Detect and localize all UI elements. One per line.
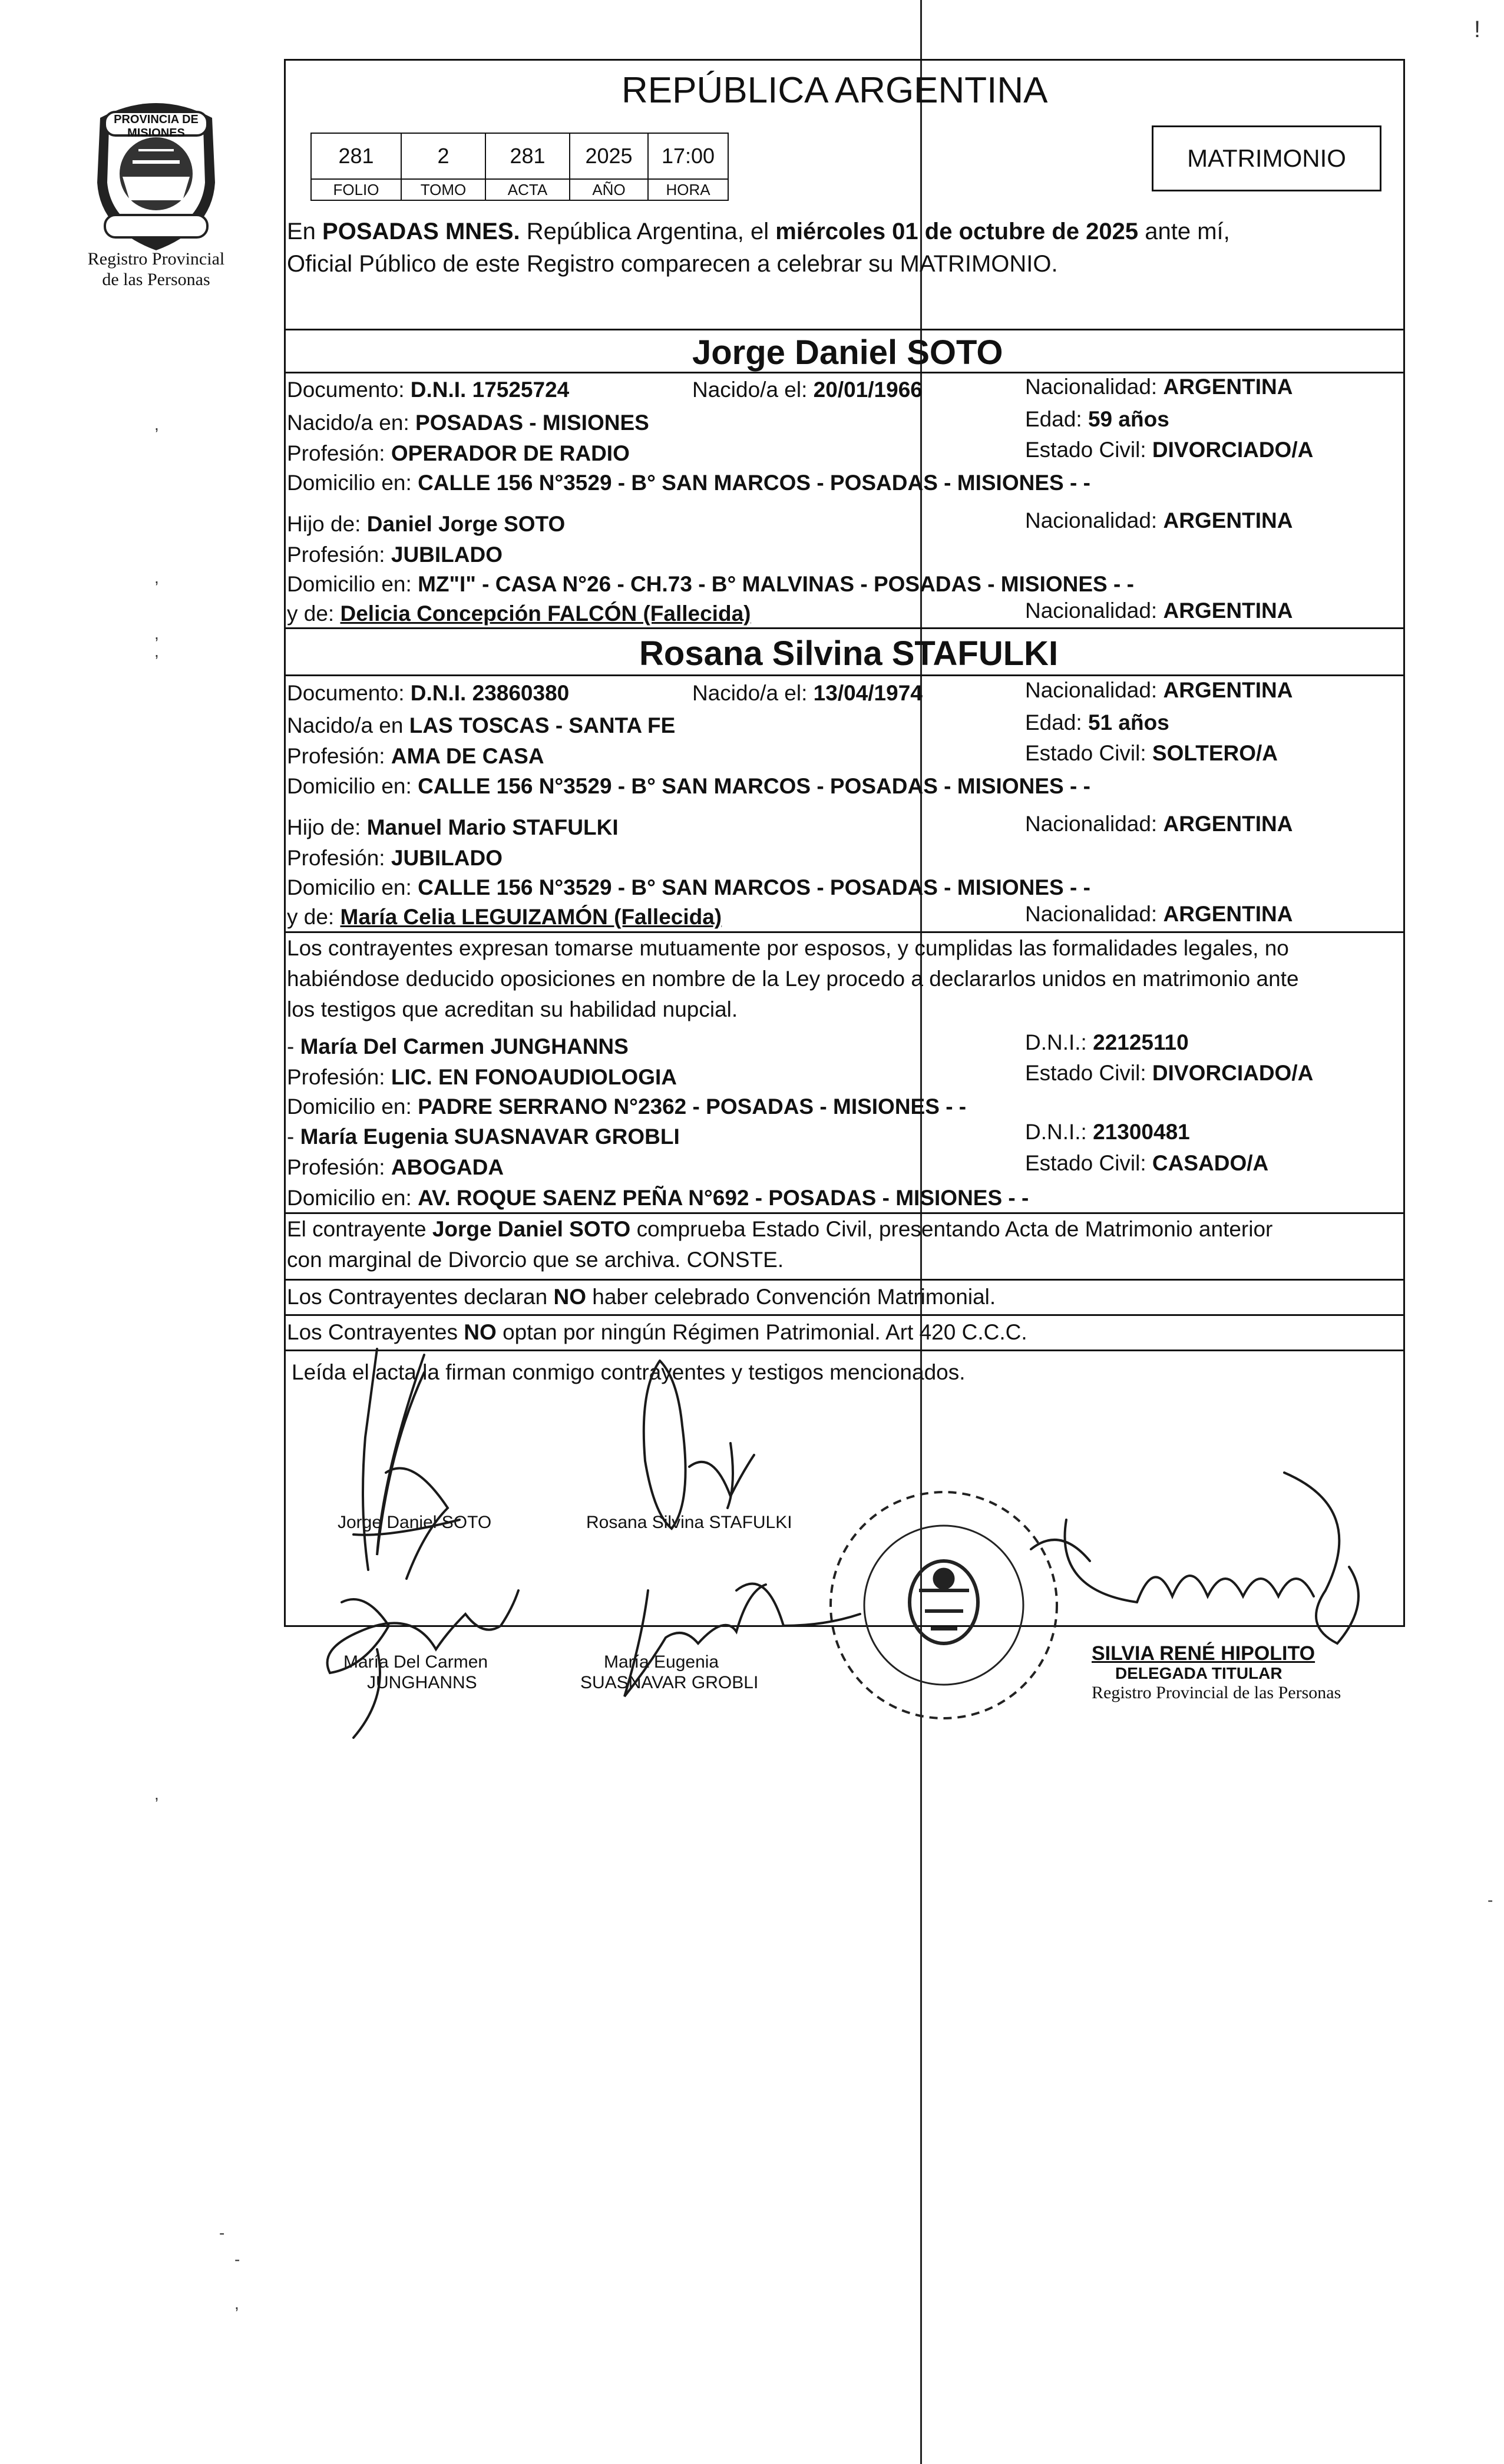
scan-mark: ,	[154, 1785, 159, 1803]
intro-line-2: Oficial Público de este Registro comparecen a celebrar su MATRIMONIO.	[287, 251, 1058, 277]
hora-label: HORA	[647, 178, 729, 201]
regime-note: Los Contrayentes NO optan por ningún Régimen Patrimonial. Art 420 C.C.C.	[287, 1320, 1027, 1344]
official-stamp-icon	[831, 1492, 1057, 1718]
groom-civil-status: Estado Civil: DIVORCIADO/A	[1025, 438, 1314, 462]
witness-2-profession: Profesión: ABOGADA	[287, 1155, 504, 1179]
act-type-box: MATRIMONIO	[1152, 125, 1381, 191]
folio-label: FOLIO	[310, 178, 402, 201]
groom-birthdate: Nacido/a el: 20/01/1966	[692, 378, 923, 402]
witness-2-dni: D.N.I.: 21300481	[1025, 1120, 1190, 1144]
registry-caption-line2: de las Personas	[102, 269, 210, 289]
hora-value: 17:00	[647, 133, 729, 180]
registry-caption-line1: Registro Provincial	[87, 249, 225, 269]
groom-father-nationality: Nacionalidad: ARGENTINA	[1025, 508, 1293, 533]
bride-signature-icon	[644, 1361, 754, 1529]
witness-2-name: - María Eugenia SUASNAVAR GROBLI	[287, 1124, 680, 1149]
bride-father: Hijo de: Manuel Mario STAFULKI	[287, 815, 619, 839]
scan-mark: -	[1488, 1891, 1493, 1909]
declaration-line-3: los testigos que acreditan su habilidad nupcial.	[287, 997, 738, 1021]
bride-father-nationality: Nacionalidad: ARGENTINA	[1025, 812, 1293, 836]
official-name: SILVIA RENÉ HIPOLITO	[1092, 1642, 1315, 1665]
official-signature-icon	[1031, 1473, 1358, 1643]
groom-father-profession: Profesión: JUBILADO	[287, 543, 503, 567]
groom-mother-nationality: Nacionalidad: ARGENTINA	[1025, 598, 1293, 623]
bride-civil-status: Estado Civil: SOLTERO/A	[1025, 741, 1278, 765]
declaration-line-1: Los contrayentes expresan tomarse mutuamente por esposos, y cumplidas las formalidades legales, no	[287, 936, 1289, 960]
groom-profession: Profesión: OPERADOR DE RADIO	[287, 441, 630, 465]
registry-logo-text: PROVINCIA DE MISIONES	[114, 113, 199, 140]
witness-1-dni: D.N.I.: 22125110	[1025, 1030, 1189, 1054]
groom-birthplace: Nacido/a en: POSADAS - MISIONES	[287, 411, 649, 435]
bride-signature-label: Rosana Silvina STAFULKI	[586, 1513, 792, 1532]
declaration-line-2: habiéndose deducido oposiciones en nombre de la Ley procedo a declararlos unidos en matrimonio ante	[287, 967, 1299, 991]
scan-mark: !	[1474, 16, 1481, 42]
scan-mark: ,	[154, 568, 159, 587]
groom-father: Hijo de: Daniel Jorge SOTO	[287, 512, 566, 536]
bride-mother-nationality: Nacionalidad: ARGENTINA	[1025, 902, 1293, 926]
marital-note-line-2: con marginal de Divorcio que se archiva. CONSTE.	[287, 1248, 784, 1272]
tomo-label: TOMO	[401, 178, 486, 201]
groom-name: Jorge Daniel SOTO	[692, 333, 1003, 372]
witness-1-signature-icon	[328, 1590, 518, 1738]
reading-note: Leída el acta la firman conmigo contrayentes y testigos mencionados.	[292, 1360, 966, 1384]
acta-value: 281	[485, 133, 570, 180]
witness-1-name: - María Del Carmen JUNGHANNS	[287, 1034, 629, 1059]
witness-2-signature-icon	[624, 1584, 860, 1696]
witness-2-civil-status: Estado Civil: CASADO/A	[1025, 1151, 1269, 1175]
bride-father-profession: Profesión: JUBILADO	[287, 846, 503, 870]
bride-nationality: Nacionalidad: ARGENTINA	[1025, 678, 1293, 702]
witness-2-signature-line-2: SUASNAVAR GROBLI	[580, 1672, 759, 1692]
groom-father-address: Domicilio en: MZ"I" - CASA N°26 - CH.73 - B° MALVINAS - POSADAS - MISIONES - -	[287, 572, 1134, 596]
groom-nationality: Nacionalidad: ARGENTINA	[1025, 375, 1293, 399]
groom-signature-label: Jorge Daniel SOTO	[338, 1513, 492, 1532]
scan-mark: ,	[154, 642, 159, 660]
bride-age: Edad: 51 años	[1025, 710, 1169, 735]
groom-address: Domicilio en: CALLE 156 N°3529 - B° SAN MARCOS - POSADAS - MISIONES - -	[287, 471, 1090, 495]
marital-note-line-1: El contrayente Jorge Daniel SOTO comprueba Estado Civil, presentando Acta de Matrimonio anterior	[287, 1217, 1273, 1241]
witness-1-address: Domicilio en: PADRE SERRANO N°2362 - POSADAS - MISIONES - -	[287, 1094, 967, 1119]
witness-2-signature-line-1: María Eugenia	[604, 1652, 719, 1672]
anio-value: 2025	[569, 133, 649, 180]
bride-birthdate: Nacido/a el: 13/04/1974	[692, 681, 923, 705]
bride-mother: y de: María Celia LEGUIZAMÓN (Fallecida)	[287, 905, 722, 929]
official-title: DELEGADA TITULAR	[1115, 1664, 1282, 1683]
scan-mark: -	[219, 2224, 225, 2242]
groom-signature-icon	[353, 1349, 460, 1579]
tomo-value: 2	[401, 133, 486, 180]
bride-profession: Profesión: AMA DE CASA	[287, 744, 544, 768]
groom-mother: y de: Delicia Concepción FALCÓN (Fallecida)	[287, 601, 751, 626]
bride-address: Domicilio en: CALLE 156 N°3529 - B° SAN MARCOS - POSADAS - MISIONES - -	[287, 774, 1090, 798]
bride-father-address: Domicilio en: CALLE 156 N°3529 - B° SAN MARCOS - POSADAS - MISIONES - -	[287, 875, 1090, 899]
bride-document: Documento: D.N.I. 23860380	[287, 681, 570, 705]
acta-label: ACTA	[485, 178, 570, 201]
intro-line-1: En POSADAS MNES. República Argentina, el miércoles 01 de octubre de 2025 ante mí,	[287, 219, 1230, 244]
anio-label: AÑO	[569, 178, 649, 201]
scan-mark: ,	[154, 624, 159, 643]
groom-document: Documento: D.N.I. 17525724	[287, 378, 570, 402]
folio-value: 281	[310, 133, 402, 180]
scan-mark: ,	[154, 415, 159, 434]
bride-name: Rosana Silvina STAFULKI	[639, 634, 1059, 673]
witness-1-signature-line-1: María Del Carmen	[343, 1652, 488, 1672]
scan-mark: -	[234, 2250, 240, 2268]
bride-birthplace: Nacido/a en LAS TOSCAS - SANTA FE	[287, 713, 676, 737]
scan-mark: ,	[234, 2294, 239, 2313]
witness-1-profession: Profesión: LIC. EN FONOAUDIOLOGIA	[287, 1065, 677, 1089]
witness-1-civil-status: Estado Civil: DIVORCIADO/A	[1025, 1061, 1314, 1085]
document-title: REPÚBLICA ARGENTINA	[622, 70, 1048, 111]
witness-1-signature-line-2: JUNGHANNS	[367, 1672, 477, 1692]
groom-age: Edad: 59 años	[1025, 407, 1169, 431]
official-office: Registro Provincial de las Personas	[1092, 1683, 1341, 1703]
convention-note: Los Contrayentes declaran NO haber celebrado Convención Matrimonial.	[287, 1285, 996, 1309]
witness-2-address: Domicilio en: AV. ROQUE SAENZ PEÑA N°692 - POSADAS - MISIONES - -	[287, 1186, 1029, 1210]
